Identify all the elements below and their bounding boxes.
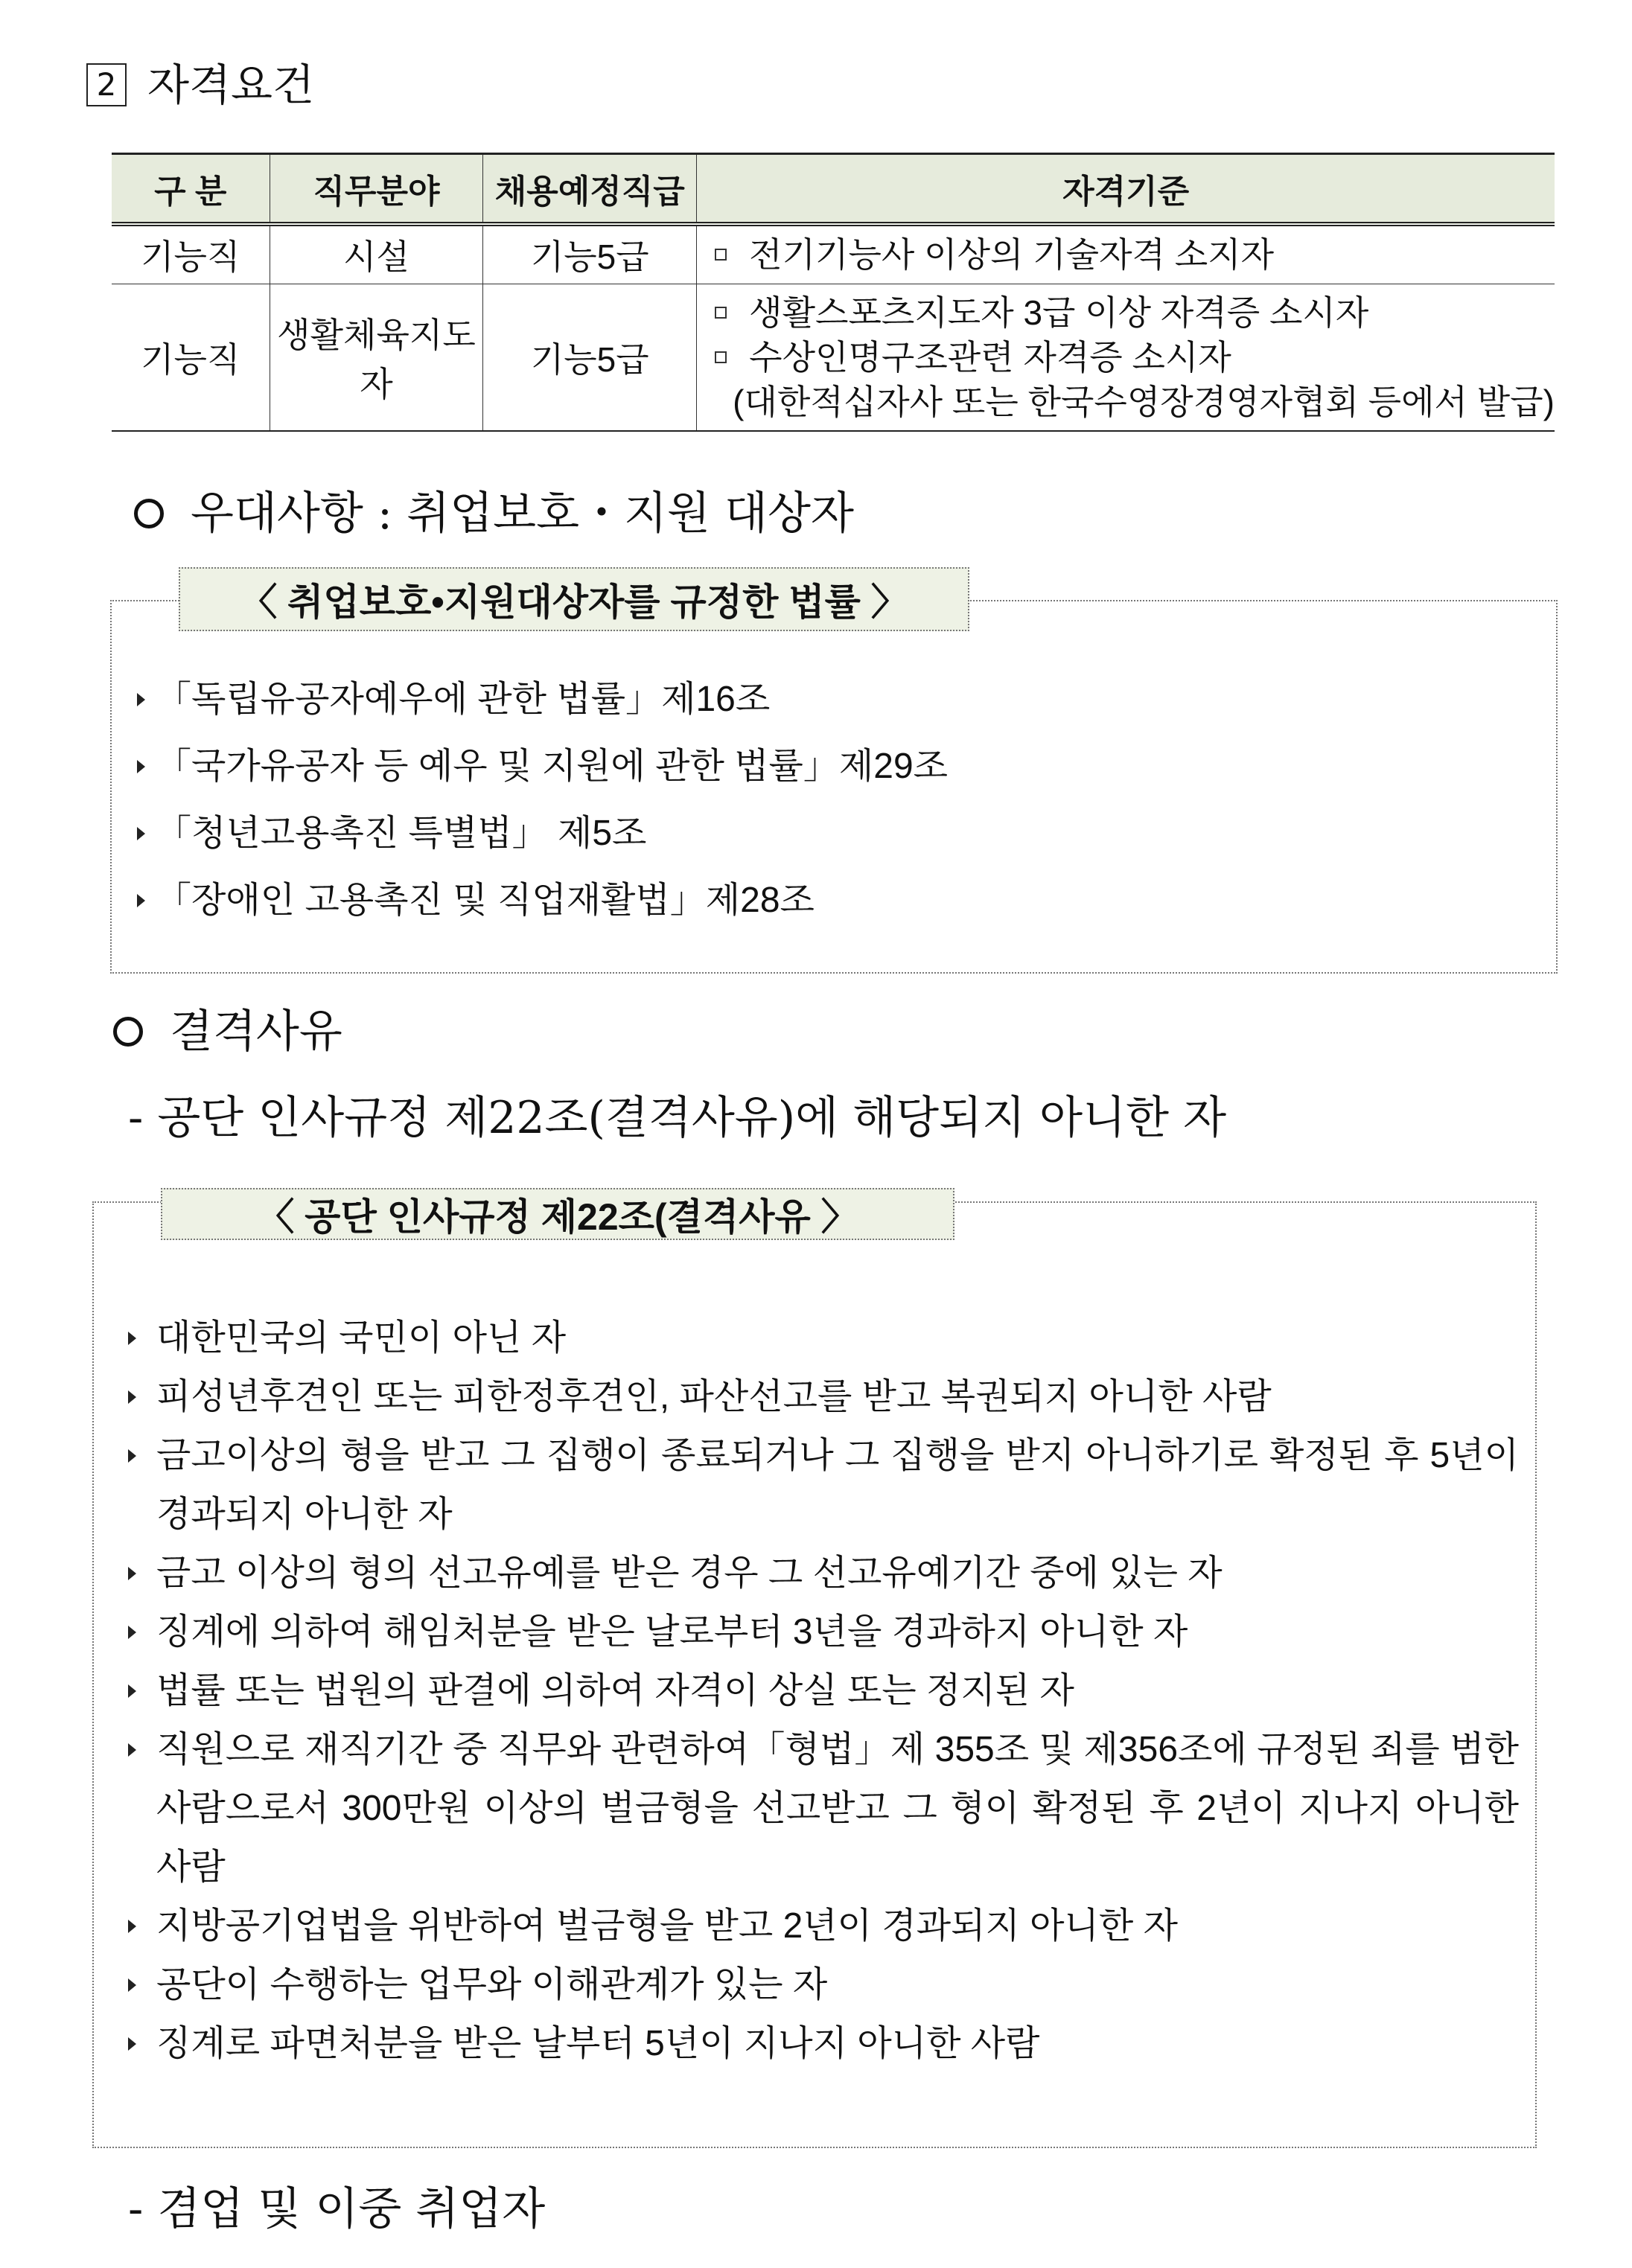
triangle-bullet-icon (137, 827, 145, 840)
item-text: 법률 또는 법원의 판결에 의하여 자격이 상실 또는 정지된 자 (156, 1671, 1074, 1710)
section-heading (86, 55, 314, 115)
header-criteria: 자격기준 (697, 154, 1555, 225)
circle-bullet-icon (134, 499, 164, 528)
item-text: 지방공기업법을 위반하여 벌금형을 받고 2년이 경과되지 아니한 자 (156, 1906, 1178, 1946)
cell-field: 시설 (270, 224, 483, 284)
table-row (112, 284, 1555, 431)
preference-heading-text: 우대사항 : 취업보호・지원 대상자 (191, 488, 854, 540)
circle-bullet-icon (113, 1017, 143, 1047)
item-text: 징계로 파면처분을 받은 날부터 5년이 지나지 아니한 사람 (156, 2024, 1040, 2063)
criteria-text: 수상인명구조관련 자격증 소시자 (749, 337, 1231, 377)
triangle-bullet-icon (137, 693, 145, 706)
list-item (119, 1661, 1519, 1720)
disqualification-heading-text: 결격사유 (170, 1006, 342, 1058)
triangle-bullet-icon (128, 1449, 136, 1463)
table-header-row (112, 154, 1555, 225)
cell-criteria (697, 224, 1555, 284)
list-item (119, 1897, 1519, 1955)
list-item (119, 1426, 1519, 1544)
dual-employment-heading: - 겸업 및 이중 취업자 (128, 2183, 546, 2235)
criteria-text: 전기기능사 이상의 기술자격 소지자 (749, 235, 1275, 275)
law-text: 「청년고용촉진 특별법」 제5조 (156, 814, 647, 853)
list-item (119, 1367, 1519, 1426)
list-item (119, 2014, 1519, 2073)
law-list (137, 666, 948, 934)
header-grade: 채용예정직급 (483, 154, 697, 225)
item-text: 피성년후견인 또는 피한정후견인, 파산선고를 받고 복권되지 아니한 사람 (156, 1377, 1272, 1416)
criteria-text: 생활스포츠지도자 3급 이상 자격증 소시자 (749, 293, 1369, 332)
triangle-bullet-icon (128, 1684, 136, 1698)
cell-field: 생활체육지도자 (270, 284, 483, 431)
item-text: 징계에 의하여 해임처분을 받은 날로부터 3년을 경과하지 아니한 자 (156, 1612, 1188, 1652)
item-text: 공단이 수행하는 업무와 이해관계가 있는 자 (156, 1965, 828, 2005)
criteria-note: (대한적십자사 또는 한국수영장경영자협회 등에서 발급) (733, 382, 1555, 421)
cell-grade: 기능5급 (483, 224, 697, 284)
cell-category: 기능직 (112, 284, 270, 431)
law-text: 「독립유공자예우에 관한 법률」제16조 (156, 680, 771, 719)
section-title: 자격요건 (147, 60, 315, 110)
table-row (112, 224, 1555, 284)
item-text: 직원으로 재직기간 중 직무와 관련하여「형법」제 355조 및 제356조에 규정된 죄를 범한 사람으로서 300만원 이상의 벌금형을 선고받고 그 형이 확정된 후 2년이 지나지 아니한 사람 (156, 1730, 1519, 1887)
checkbox-square-icon (715, 249, 727, 261)
cell-criteria (697, 284, 1555, 431)
header-field: 직무분야 (270, 154, 483, 225)
preference-heading (134, 484, 854, 543)
disqualification-subheading: - 공단 인사규정 제22조(결격사유)에 해당되지 아니한 자 (128, 1092, 1227, 1144)
triangle-bullet-icon (128, 1743, 136, 1757)
law-text: 「장애인 고용촉진 및 직업재활법」제28조 (156, 881, 815, 920)
checkbox-square-icon (715, 351, 727, 363)
item-text: 금고이상의 형을 받고 그 집행이 종료되거나 그 집행을 받지 아니하기로 확정된 후 5년이 경과되지 아니한 자 (156, 1436, 1519, 1534)
criteria-line (710, 232, 1555, 277)
triangle-bullet-icon (128, 2037, 136, 2051)
triangle-bullet-icon (137, 760, 145, 773)
triangle-bullet-icon (128, 1920, 136, 1933)
list-item (119, 1544, 1519, 1603)
checkbox-square-icon (715, 307, 727, 319)
qualification-table (112, 153, 1555, 432)
disqualification-heading (113, 1002, 342, 1061)
law-text: 「국가유공자 등 예우 및 지원에 관한 법률」제29조 (156, 747, 949, 786)
list-item (119, 1720, 1519, 1897)
disqualification-box-label: 〈 공단 인사규정 제22조(결격사유 〉 (161, 1188, 954, 1240)
list-item (119, 1309, 1519, 1367)
header-category: 구 분 (112, 154, 270, 225)
cell-category: 기능직 (112, 224, 270, 284)
triangle-bullet-icon (137, 894, 145, 907)
list-item (137, 733, 948, 800)
disqualification-list (119, 1309, 1519, 2073)
triangle-bullet-icon (128, 1978, 136, 1992)
item-text: 금고 이상의 형의 선고유예를 받은 경우 그 선고유예기간 중에 있는 자 (156, 1553, 1223, 1593)
criteria-line (710, 335, 1555, 380)
section-number-box: 2 (86, 63, 127, 106)
list-item (119, 1955, 1519, 2014)
list-item (137, 867, 948, 934)
triangle-bullet-icon (128, 1567, 136, 1580)
item-text: 대한민국의 국민이 아닌 자 (156, 1318, 567, 1358)
law-box-label: 〈 취업보호•지원대상자를 규정한 법률 〉 (179, 567, 969, 631)
criteria-line (710, 290, 1555, 335)
list-item (119, 1603, 1519, 1661)
triangle-bullet-icon (128, 1626, 136, 1639)
cell-grade: 기능5급 (483, 284, 697, 431)
list-item (137, 666, 948, 733)
list-item (137, 800, 948, 867)
triangle-bullet-icon (128, 1390, 136, 1404)
triangle-bullet-icon (128, 1332, 136, 1345)
